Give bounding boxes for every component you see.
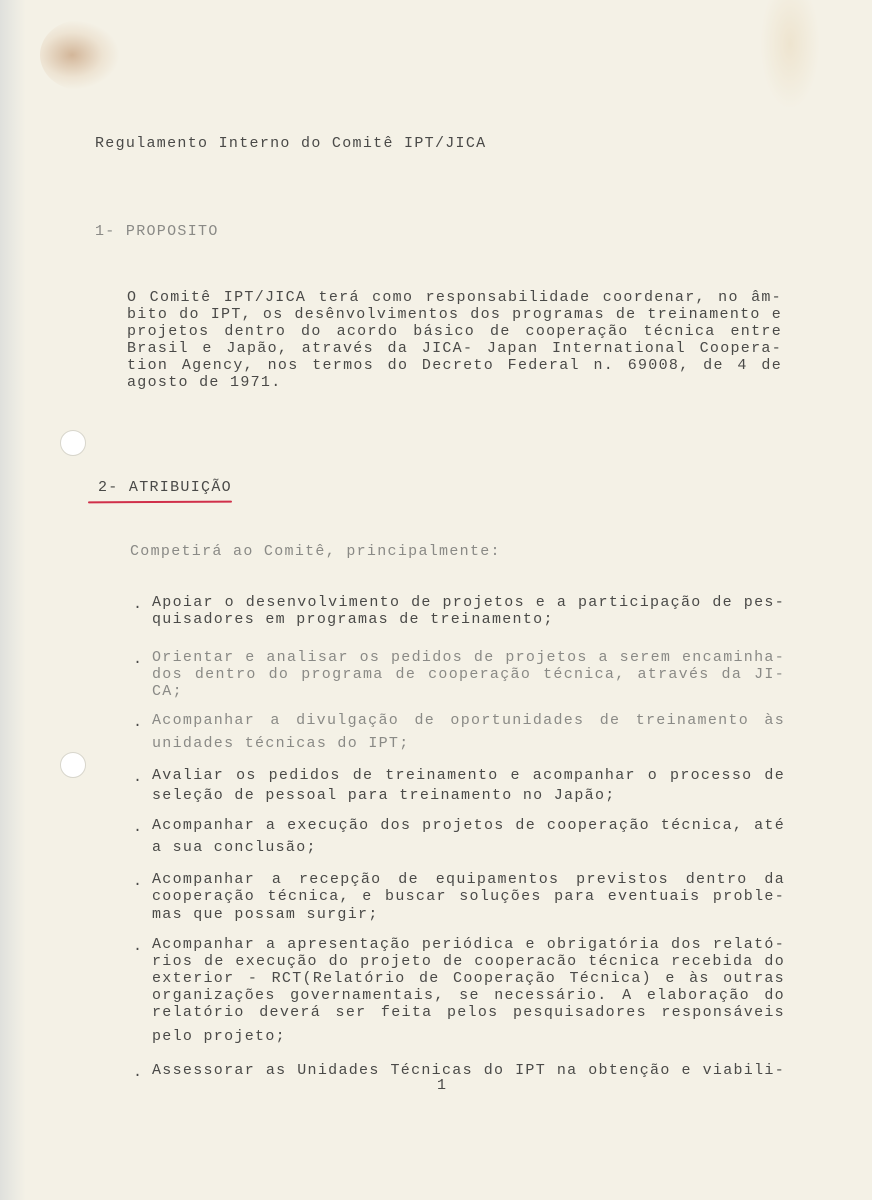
list-item-line: Orientar e analisar os pedidos de projetos a serem encaminha- xyxy=(152,649,785,666)
list-item-line: quisadores em programas de treinamento; xyxy=(152,611,554,628)
punch-hole xyxy=(60,752,86,778)
paragraph-line: agosto de 1971. xyxy=(127,374,282,391)
paper-stain xyxy=(40,20,120,90)
list-item-line: rios de execução do projeto de cooperacão técnica recebida do xyxy=(152,953,785,970)
paragraph-line: Brasil e Japão, através da JICA- Japan International Coopera- xyxy=(127,340,782,357)
list-item-line: organizações governamentais, se necessário. A elaboração do xyxy=(152,987,785,1004)
list-item-line: Acompanhar a recepção de equipamentos previstos dentro da xyxy=(152,871,785,888)
page-number: 1 xyxy=(437,1077,448,1094)
list-item-line: mas que possam surgir; xyxy=(152,906,379,923)
red-underline xyxy=(88,501,232,504)
paragraph-line: tion Agency, nos termos do Decreto Federal n. 69008, de 4 de xyxy=(127,357,782,374)
bullet-dot: . xyxy=(133,819,143,836)
bullet-dot: . xyxy=(133,873,143,890)
paragraph-line: projetos dentro do acordo básico de cooperação técnica entre xyxy=(127,323,782,340)
bullet-dot: . xyxy=(133,769,143,786)
bullet-dot: . xyxy=(133,651,143,668)
list-item-line: Avaliar os pedidos de treinamento e acompanhar o processo de xyxy=(152,767,785,784)
section-2-heading: 2- ATRIBUIÇÃO xyxy=(98,479,232,496)
list-item-line: Acompanhar a apresentação periódica e obrigatória dos relató- xyxy=(152,936,785,953)
list-item-line: seleção de pessoal para treinamento no Japão; xyxy=(152,787,616,804)
list-item-line: Assessorar as Unidades Técnicas do IPT na obtenção e viabili- xyxy=(152,1062,785,1079)
list-item-line: cooperação técnica, e buscar soluções para eventuais proble- xyxy=(152,888,785,905)
list-item-line: unidades técnicas do IPT; xyxy=(152,735,410,752)
list-item-line: Apoiar o desenvolvimento de projetos e a participação de pes- xyxy=(152,594,785,611)
bullet-dot: . xyxy=(133,596,143,613)
list-item-line: a sua conclusão; xyxy=(152,839,317,856)
list-item-line: Acompanhar a divulgação de oportunidades de treinamento às xyxy=(152,712,785,729)
list-item-line: CA; xyxy=(152,683,183,700)
section-2-intro: Competirá ao Comitê, principalmente: xyxy=(130,543,501,560)
paragraph-line: bito do IPT, os desênvolvimentos dos programas de treinamento e xyxy=(127,306,782,323)
bullet-dot: . xyxy=(133,938,143,955)
paragraph-line: O Comitê IPT/JICA terá como responsabilidade coordenar, no âm- xyxy=(127,289,782,306)
list-item-line: exterior - RCT(Relatório de Cooperação Técnica) e às outras xyxy=(152,970,785,987)
scan-edge xyxy=(0,0,26,1200)
list-item-line: Acompanhar a execução dos projetos de cooperação técnica, até xyxy=(152,817,785,834)
list-item-line: pelo projeto; xyxy=(152,1028,286,1045)
document-title: Regulamento Interno do Comitê IPT/JICA xyxy=(95,135,487,152)
section-1-heading: 1- PROPOSITO xyxy=(95,223,219,240)
bullet-dot: . xyxy=(133,1064,143,1081)
paper-stain xyxy=(760,0,820,110)
list-item-line: dos dentro do programa de cooperação técnica, através da JI- xyxy=(152,666,785,683)
list-item-line: relatório deverá ser feita pelos pesquisadores responsáveis xyxy=(152,1004,785,1021)
bullet-dot: . xyxy=(133,714,143,731)
punch-hole xyxy=(60,430,86,456)
